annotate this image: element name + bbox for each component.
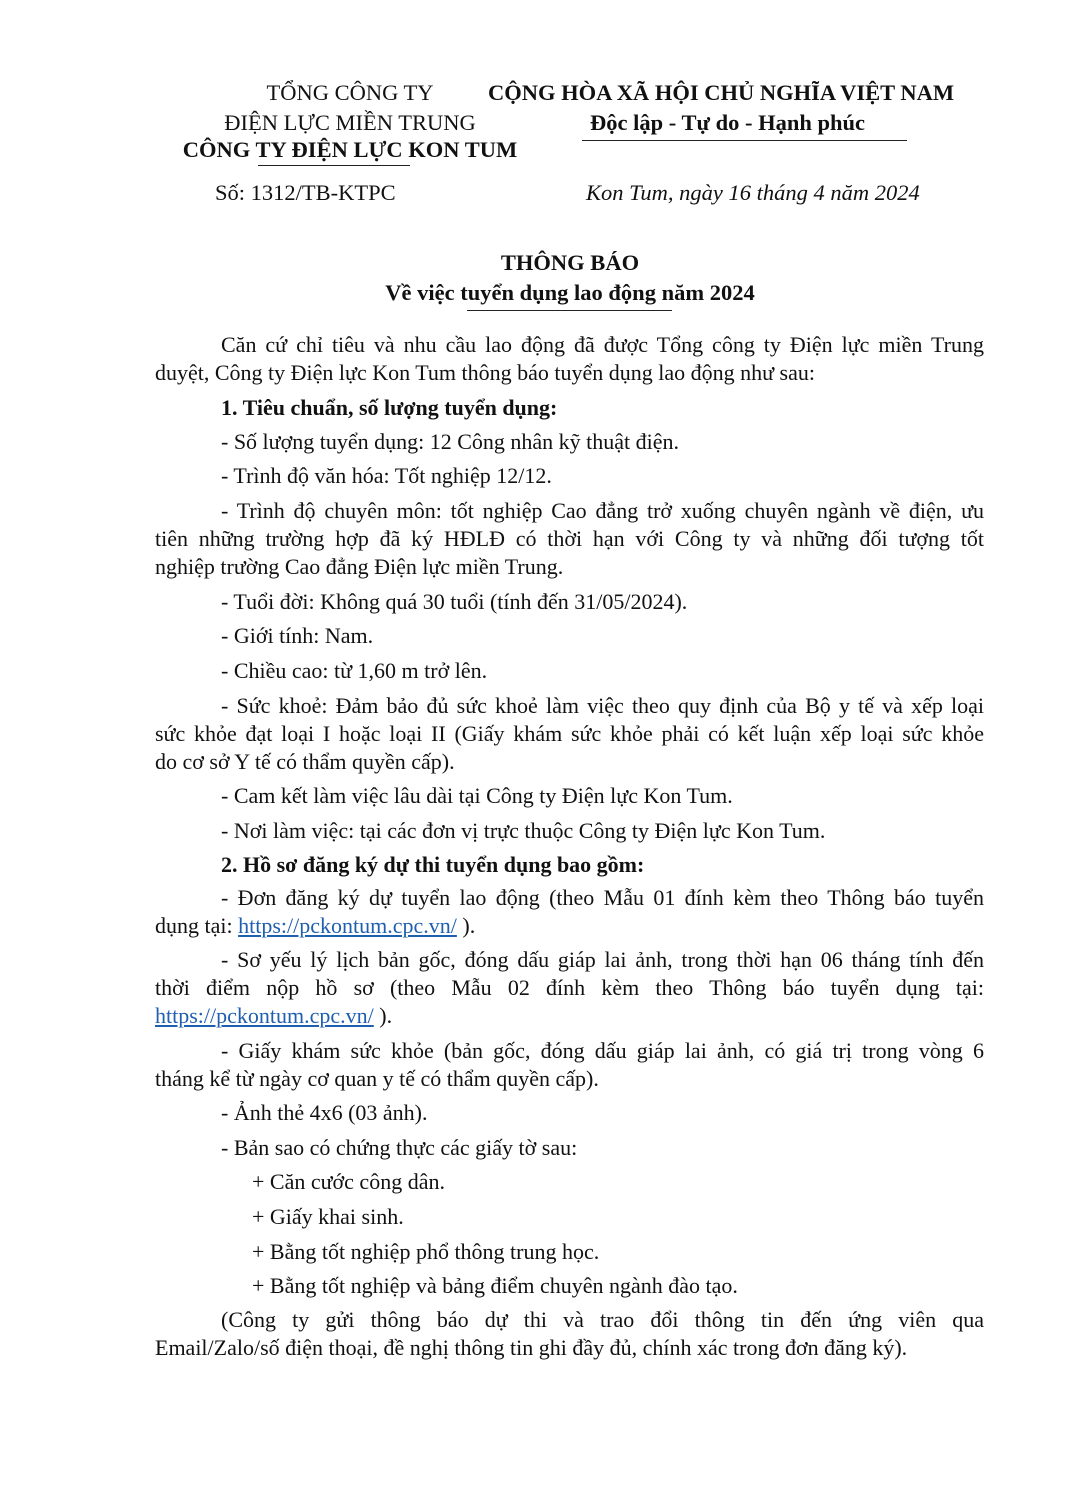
section-2-heading: 2. Hồ sơ đăng ký dự thi tuyển dụng bao gồm: [221,852,645,877]
motto-underline [582,140,907,141]
note-line-1: (Công ty gửi thông báo dự thi và trao đổi thông tin đến ứng viên qua [221,1307,984,1332]
criteria-item-cont: tiên những trường hợp đã ký HĐLĐ có thời hạn với Công ty và những đối tượng tốt [155,526,984,551]
section-1-heading: 1. Tiêu chuẩn, số lượng tuyển dụng: [221,395,558,420]
document-item-cont [155,1002,984,1030]
document-title: THÔNG BÁO [500,250,640,275]
criteria-item-cont: do cơ sở Y tế có thẩm quyền cấp). [155,749,455,774]
document-item: - Ảnh thẻ 4x6 (03 ảnh). [221,1100,428,1125]
document-number: Số: 1312/TB-KTPC [215,180,396,205]
org-underline [258,165,410,166]
intro-line-1: Căn cứ chỉ tiêu và nhu cầu lao động đã được Tổng công ty Điện lực miền Trung [221,332,984,357]
criteria-item: - Nơi làm việc: tại các đơn vị trực thuộc Công ty Điện lực Kon Tum. [221,818,826,843]
criteria-item: - Sức khoẻ: Đảm bảo đủ sức khoẻ làm việc theo quy định của Bộ y tế và xếp loại [221,693,984,718]
document-item: - Sơ yếu lý lịch bản gốc, đóng dấu giáp lai ảnh, trong thời hạn 06 tháng tính đến [221,947,984,972]
title-underline [467,310,672,311]
document-item: - Đơn đăng ký dự tuyển lao động (theo Mẫu 01 đính kèm theo Thông báo tuyển [221,885,984,910]
org-name: CÔNG TY ĐIỆN LỰC KON TUM [182,137,518,162]
copy-subitem: + Bằng tốt nghiệp phổ thông trung học. [252,1239,600,1264]
copy-subitem: + Giấy khai sinh. [252,1204,404,1229]
note-line-2: Email/Zalo/số điện thoại, đề nghị thông tin ghi đầy đủ, chính xác trong đơn đăng ký). [155,1335,908,1360]
criteria-item: - Giới tính: Nam. [221,623,374,648]
document-item-cont: thời điểm nộp hồ sơ (theo Mẫu 02 đính kèm theo Thông báo tuyển dụng tại: [155,975,984,1000]
criteria-item-cont: sức khỏe đạt loại I hoặc loại II (Giấy khám sức khỏe phải có kết luận xếp loại sức khỏe [155,721,984,746]
criteria-item-cont: nghiệp trường Cao đẳng Điện lực miền Trung. [155,554,564,579]
national-title: CỘNG HÒA XÃ HỘI CHỦ NGHĨA VIỆT NAM [488,80,955,105]
org-parent-line1: TỔNG CÔNG TY [266,80,434,105]
website-link[interactable]: https://pckontum.cpc.vn/ [238,913,457,938]
link-prefix: dụng tại: [155,913,239,938]
criteria-item: - Chiều cao: từ 1,60 m trở lên. [221,658,488,683]
link-suffix: ). [373,1003,393,1028]
document-subtitle: Về việc tuyển dụng lao động năm 2024 [385,280,755,305]
copy-subitem: + Bằng tốt nghiệp và bảng điểm chuyên ngành đào tạo. [252,1273,738,1298]
criteria-item: - Tuổi đời: Không quá 30 tuổi (tính đến 31/05/2024). [221,589,688,614]
document-item: - Bản sao có chứng thực các giấy tờ sau: [221,1135,578,1160]
copy-subitem: + Căn cước công dân. [252,1169,445,1194]
criteria-item: - Trình độ văn hóa: Tốt nghiệp 12/12. [221,463,552,488]
link-suffix: ). [456,913,476,938]
document-item: - Giấy khám sức khỏe (bản gốc, đóng dấu giáp lai ảnh, có giá trị trong vòng 6 [221,1038,984,1063]
criteria-item: - Trình độ chuyên môn: tốt nghiệp Cao đẳng trở xuống chuyên ngành về điện, ưu [221,498,984,523]
criteria-item: - Cam kết làm việc lâu dài tại Công ty Điện lực Kon Tum. [221,783,733,808]
document-item-cont [155,912,984,940]
national-motto: Độc lập - Tự do - Hạnh phúc [590,110,866,135]
document-date: Kon Tum, ngày 16 tháng 4 năm 2024 [586,180,920,205]
criteria-item: - Số lượng tuyển dụng: 12 Công nhân kỹ thuật điện. [221,429,680,454]
intro-line-2: duyệt, Công ty Điện lực Kon Tum thông báo tuyển dụng lao động như sau: [155,360,815,385]
org-parent-line2: ĐIỆN LỰC MIỀN TRUNG [224,110,476,135]
document-item-cont: tháng kể từ ngày cơ quan y tế có thẩm quyền cấp). [155,1066,599,1091]
website-link[interactable]: https://pckontum.cpc.vn/ [155,1003,374,1028]
